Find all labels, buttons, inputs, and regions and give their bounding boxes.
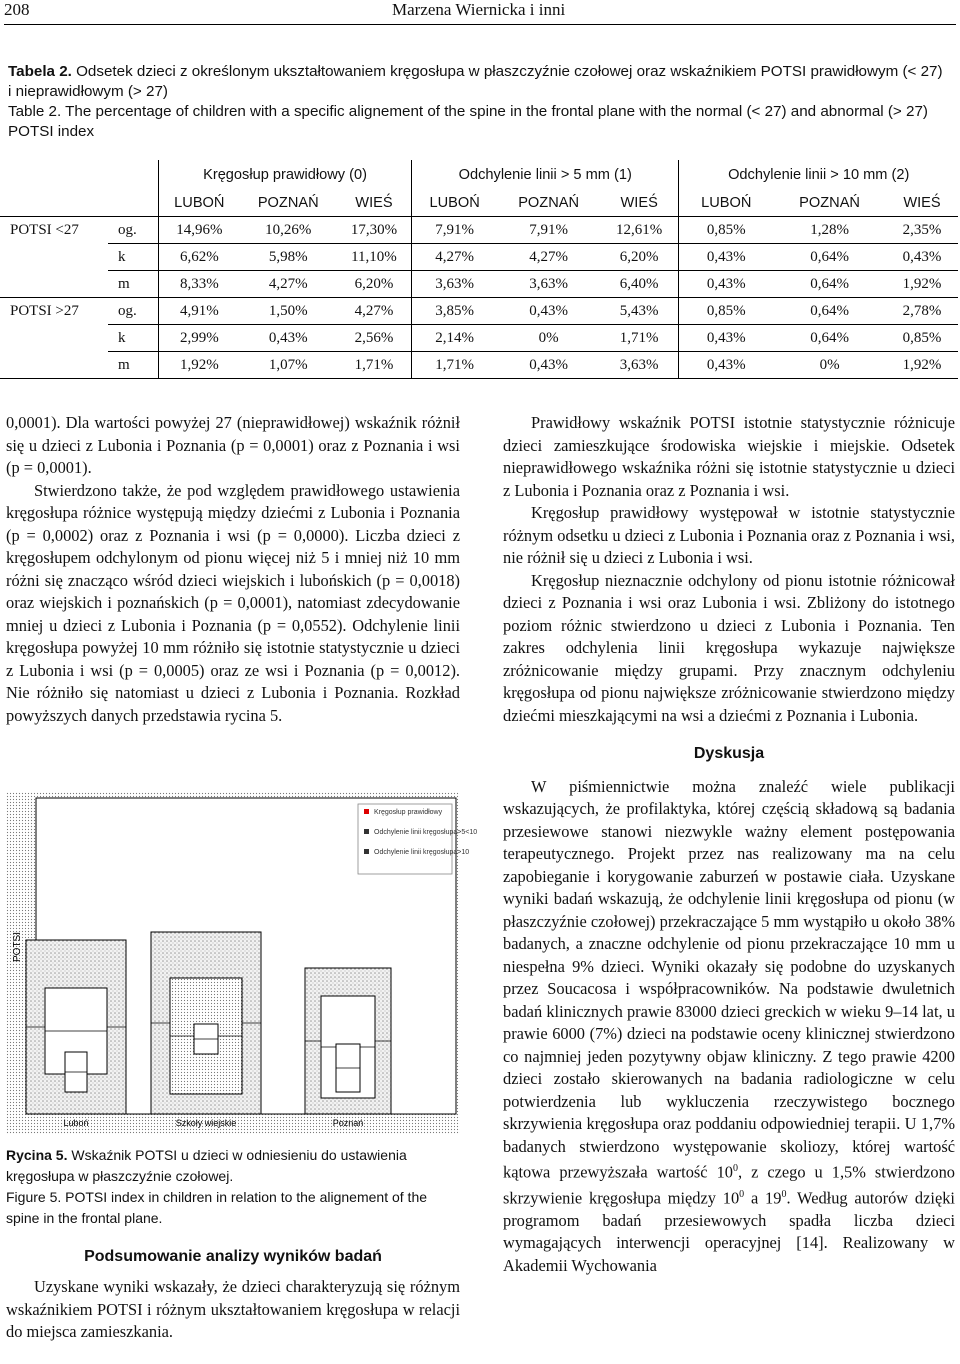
running-title: Marzena Wiernicka i inni [392, 0, 566, 19]
table-cell: 1,71% [600, 325, 679, 352]
table-cell: 0,85% [679, 217, 773, 244]
x-tick-label: Szkoły wiejskie [175, 1118, 237, 1128]
right-column [503, 412, 955, 1277]
table-cell: 8,33% [159, 271, 240, 298]
table-cell: 0,43% [240, 325, 337, 352]
row-stat-label: og. [108, 217, 159, 244]
table-caption-en-text: The percentage of children with a specific alignement of the spine in the frontal plane with the normal (< 27) and abnormal (> 27) POTSI index [8, 103, 928, 140]
figure-caption-pl-text: Wskaźnik POTSI u dzieci w odniesieniu do ustawienia kręgosłupa w płaszczyźnie czołowej. [6, 1147, 407, 1184]
table-row [0, 352, 958, 379]
table-cell: 7,91% [412, 217, 498, 244]
table-cell: 1,71% [412, 352, 498, 379]
left-column [6, 412, 460, 727]
table-cell: 6,20% [337, 271, 412, 298]
summary-text [6, 1276, 460, 1344]
table-row [0, 298, 958, 325]
table-cell: 0% [773, 352, 886, 379]
p4-part-d: . Według autorów dzięki programom badań przesiewowych spadła liczba dzieci wymagających interwencji operacyjnej [14]. Realizowany w Akademii Wychowania [503, 1188, 955, 1275]
table-cell: 3,63% [497, 271, 600, 298]
table-cell: 10,26% [240, 217, 337, 244]
row-group-label [0, 244, 108, 271]
table-cell: 0,43% [679, 352, 773, 379]
table-cell: 0,43% [679, 271, 773, 298]
legend-marker [364, 849, 369, 854]
table-cell: 1,92% [159, 352, 240, 379]
figure-label-pl: Rycina 5. [6, 1147, 68, 1163]
table-row [0, 325, 958, 352]
table-cell: 2,35% [886, 217, 958, 244]
table-cell: 0,64% [773, 271, 886, 298]
page-header [4, 0, 956, 26]
table-caption [8, 62, 948, 142]
p4-degree-1: 0 [732, 1163, 738, 1174]
legend-marker [364, 829, 369, 834]
p4-part-c: a 19 [744, 1188, 782, 1208]
row-stat-label: og. [108, 298, 159, 325]
p4-degree-3: 0 [781, 1188, 787, 1200]
table-label-en: Table 2. [8, 103, 62, 120]
table-caption-pl [8, 62, 948, 102]
table-cell: 0,43% [679, 244, 773, 271]
table-cell: 4,27% [337, 298, 412, 325]
table-cell: 1,71% [337, 352, 412, 379]
location-header: WIEŚ [337, 190, 412, 217]
table-cell: 3,63% [412, 271, 498, 298]
legend-entry: Odchylenie linii kręgosłupa>10 [374, 849, 470, 856]
summary-paragraph: Uzyskane wyniki wskazały, że dzieci charakteryzują się różnym wskaźnikiem POTSI i różnym ukształtowaniem kręgosłupa w relacji do miejsca zamieszkania. [6, 1277, 460, 1341]
table-row [0, 217, 958, 244]
table-cell: 1,92% [886, 271, 958, 298]
table-cell: 4,27% [240, 271, 337, 298]
table-cell: 2,14% [412, 325, 498, 352]
p4-part-b: , z czego u 1,5% stwierdzono skrzywienie kręgosłupa między 10 [503, 1162, 955, 1208]
x-tick-label: Luboń [63, 1118, 89, 1128]
table-cell: 0,85% [886, 325, 958, 352]
row-stat-label: m [108, 352, 159, 379]
location-header: LUBOŃ [679, 190, 773, 217]
discussion-heading: Dyskusja [693, 745, 765, 762]
location-header: LUBOŃ [159, 190, 240, 217]
table-row [0, 271, 958, 298]
left-paragraph-2: Stwierdzono także, że pod względem prawidłowego ustawienia kręgosłupa różnice występują między dziećmi z Lubonia i Poznania (p = 0,0002) oraz z Poznania i wsi (p = 0,0000). Liczba dzieci z kręgosłupem odchylonym od pionu więcej niż 5 i mniej niż 10 mm różni się znacząco wśród dzieci wiejskich i lubońskich (p = 0,0018) oraz wiejskich i poznańskich (p = 0,0001), natomiast zdecydowanie mniej u dzieci z Lubonia i Poznania (p = 0,0552). Odchylenie linii kręgosłupa powyżej 10 mm różniło się istotnie statystycznie u dzieci z Lubonia i wsi (p = 0,0005) oraz ze wsi i Poznania (p = 0,0012). Nie różniło się natomiast u dzieci z Lubonia i Poznania. Rozkład powyższych danych przedstawia rycina 5. [6, 480, 460, 725]
row-group-label [0, 271, 108, 298]
table-caption-en [8, 102, 948, 142]
table-cell: 17,30% [337, 217, 412, 244]
table-cell: 1,07% [240, 352, 337, 379]
table-cell: 3,63% [600, 352, 679, 379]
group-header: Odchylenie linii > 5 mm (1) [412, 160, 679, 190]
right-paragraph-4 [503, 776, 955, 1278]
table-cell: 11,10% [337, 244, 412, 271]
table-cell: 2,78% [886, 298, 958, 325]
row-group-label: POTSI >27 [10, 302, 79, 319]
row-group-label [0, 352, 108, 379]
x-tick-label: Poznań [332, 1118, 364, 1128]
table-cell: 0,64% [773, 298, 886, 325]
figure-caption-en: Figure 5. POTSI index in children in relation to the alignement of the spine in the frontal plane. [6, 1189, 428, 1226]
table-cell: 1,50% [240, 298, 337, 325]
table-cell: 0% [497, 325, 600, 352]
data-table [0, 160, 958, 379]
page-number: 208 [4, 0, 30, 19]
table-cell: 0,64% [773, 244, 886, 271]
row-stat-label: m [108, 271, 159, 298]
row-stat-label: k [108, 244, 159, 271]
left-paragraph-1: 0,0001). Dla wartości powyżej 27 (nieprawidłowej) wskaźnik różnił się u dzieci z Lubonia i Poznania (p = 0,0001) oraz z Poznania i wsi (p = 0,0001). [6, 413, 460, 477]
header-rule [4, 24, 956, 25]
table-cell: 14,96% [159, 217, 240, 244]
table-row [0, 244, 958, 271]
location-header: WIEŚ [600, 190, 679, 217]
table-cell: 0,64% [773, 325, 886, 352]
table-corner [0, 160, 108, 190]
table-header-groups [0, 160, 958, 190]
table-corner-stat [108, 160, 159, 190]
table-cell: 0,43% [886, 244, 958, 271]
table-label-pl: Tabela 2. [8, 63, 72, 80]
figure-5 [6, 792, 478, 1134]
table-cell: 12,61% [600, 217, 679, 244]
table-cell: 5,98% [240, 244, 337, 271]
table-cell: 6,40% [600, 271, 679, 298]
right-paragraph-1: Prawidłowy wskaźnik POTSI istotnie statystycznie różnicuje dzieci zamieszkujące środowiska wiejskie i miejskie. Odsetek nieprawidłowego wskaźnika różni się istotnie statystycznie u dzieci z Lubonia i Poznania oraz z Poznania i wsi. [503, 413, 955, 500]
table-cell: 6,20% [600, 244, 679, 271]
y-axis-label: POTSI [12, 931, 23, 962]
legend-entry: Odchylenie linii kręgosłupa>5<10 [374, 829, 478, 836]
table-cell: 6,62% [159, 244, 240, 271]
legend-entry: Kręgosłup prawidłowy [374, 809, 443, 816]
table-cell: 3,85% [412, 298, 498, 325]
figure-caption [6, 1145, 460, 1229]
table-cell: 1,28% [773, 217, 886, 244]
p4-degree-2: 0 [739, 1188, 745, 1200]
row-group-label: POTSI <27 [10, 221, 79, 238]
right-paragraph-2: Kręgosłup prawidłowy występował w istotnie statystycznie różnym odsetku u dzieci z Lubonia i Poznania oraz z Poznania i wsi, nie różnił się u dzieci z Lubonia i wsi. [503, 503, 955, 567]
table-cell: 4,91% [159, 298, 240, 325]
location-header: POZNAŃ [773, 190, 886, 217]
table-corner [0, 190, 108, 217]
row-stat-label: k [108, 325, 159, 352]
row-group-label [0, 325, 108, 352]
table-caption-pl-text: Odsetek dzieci z określonym ukształtowaniem kręgosłupa w płaszczyźnie czołowej oraz wskaźnikiem POTSI prawidłowym (< 27) i nieprawidłowym (> 27) [8, 63, 943, 100]
table-cell: 0,43% [497, 352, 600, 379]
table-cell: 2,56% [337, 325, 412, 352]
table-cell: 0,85% [679, 298, 773, 325]
right-paragraph-3: Kręgosłup nieznacznie odchylony od pionu istotnie różnicował dzieci z Poznania i wsi oraz Lubonia i wsi. Zbliżony do istotnego poziom różnic stwierdzono u dzieci z Lubonia i Poznania. Ten zakres odchylenia linii kręgosłupa wykazuje największe zróżnicowanie między grupami. Przy znacznym odchyleniu kręgosłupa od pionu największe zróżnicowanie stwierdzono między dziećmi mieszkającymi na wsi a dziećmi z Poznania i Lubonia. [503, 570, 955, 725]
table-cell: 4,27% [412, 244, 498, 271]
p4-part-a: W piśmiennictwie można znaleźć wiele publikacji wskazujących, że profilaktyka, której częścią składową są badania przesiewowe stanowi niezwykle ważny element postępowania terapeutycznego. Projekt przez nas realizowany ma na celu zapobieganie i korygowanie zaburzeń w postawie ciała. Uzyskane wyniki badań wskazują, że odchylenie linii kręgosłupa od pionu (w płaszczyźnie czołowej) przekraczające 5 mm wystąpiło u około 38% badanych, a znaczne odchylenie od pionu przekraczające 10 mm u niespełna 9% dzieci. Wyniki okazały się podobne do uzyskanych przez Soucacosa i współpracowników. Na podstawie dwuletnich badań klinicznych prawie 83000 dzieci greckich w wieku 9–14 lat, u prawie 6000 (7%) dzieci na podstawie oceny klinicznej stwierdzono co najmniej jeden pozytywny objaw kliniczny. Z tego prawie 4200 dzieci zostało skierowanych na badania radiologiczne w celu potwierdzenia lub wykluczenia rzeczywistego bocznego skrzywienia kręgosłupa oraz poddaniu odpowiedniej terapii. U 1,7% badanych stwierdzono występowanie skoliozy, której wartość kątowa przewyższała wartość 10 [503, 776, 955, 1182]
location-header: LUBOŃ [412, 190, 498, 217]
table-cell: 0,43% [679, 325, 773, 352]
location-header: POZNAŃ [497, 190, 600, 217]
table-cell: 1,92% [886, 352, 958, 379]
summary-heading: Podsumowanie analizy wyników badań [84, 1248, 382, 1265]
table-cell: 2,99% [159, 325, 240, 352]
table-cell: 4,27% [497, 244, 600, 271]
location-header: POZNAŃ [240, 190, 337, 217]
boxplot-chart [6, 792, 478, 1134]
table-cell: 0,43% [497, 298, 600, 325]
table-cell: 7,91% [497, 217, 600, 244]
group-header: Kręgosłup prawidłowy (0) [159, 160, 412, 190]
table-cell: 5,43% [600, 298, 679, 325]
table-header-locations [0, 190, 958, 217]
group-header: Odchylenie linii > 10 mm (2) [679, 160, 958, 190]
figure-caption-pl [6, 1145, 460, 1187]
location-header: WIEŚ [886, 190, 958, 217]
legend-marker [364, 809, 369, 814]
table-corner-stat [108, 190, 159, 217]
